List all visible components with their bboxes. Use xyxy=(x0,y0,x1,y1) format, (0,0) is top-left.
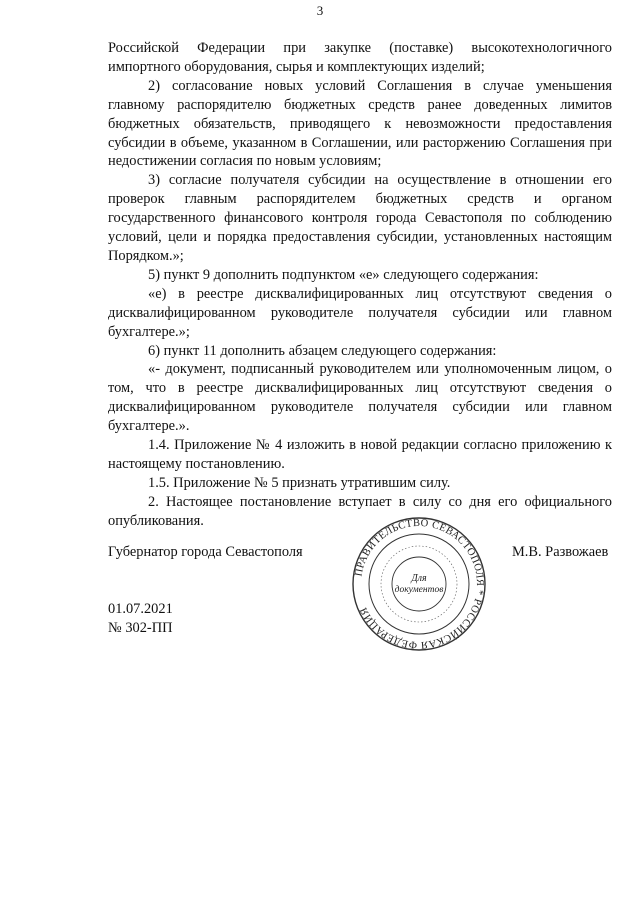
signatory-name: М.В. Развожаев xyxy=(512,544,609,560)
seal-icon xyxy=(352,517,486,651)
paragraph: Российской Федерации при закупке (поставке) высокотехнологичного импортного оборудования, сырья и комплектующих изделий; xyxy=(108,40,612,75)
paragraph: 3) согласие получателя субсидии на осуществление в отношении его проверок главным распорядителем бюджетных средств и органом государственного финансового контроля города Севастополя по соблюдению условий, цели и порядка предоставления субсидии, установленных настоящим Порядком.»; xyxy=(108,172,612,264)
document-number: № 302-ПП xyxy=(108,620,173,636)
seal-center-line1: Для xyxy=(411,573,427,584)
paragraph: «е) в реестре дисквалифицированных лиц отсутствуют сведения о дисквалифицированном руководителе получателя субсидии или главном бухгалтере.»; xyxy=(108,285,612,340)
paragraph: 5) пункт 9 дополнить подпунктом «е» следующего содержания: xyxy=(148,266,539,283)
official-seal xyxy=(352,517,486,651)
paragraph: 2. Настоящее постановление вступает в силу со дня его официального опубликования. xyxy=(108,493,612,529)
signatory-position: Губернатор города Севастополя xyxy=(108,544,303,560)
seal-center-line2: документов xyxy=(394,585,444,595)
document-date: 01.07.2021 xyxy=(108,601,173,617)
page-number: 3 xyxy=(316,3,324,18)
paragraph: 2) согласование новых условий Соглашения в случае уменьшения главному распорядителю бюджетных средств ранее доведенных лимитов бюджетных обязательств, приводящего к невозможности предоставления субсидии в объеме, указанном в Соглашении, или расторжению Соглашения при недостижении согласия по новым условиям; xyxy=(108,77,612,170)
paragraph: 1.5. Приложение № 5 признать утратившим силу. xyxy=(148,474,451,491)
svg-text:ПРАВИТЕЛЬСТВО СЕВАСТОПОЛЯ * РО xyxy=(353,518,485,650)
seal-outer-text: ПРАВИТЕЛЬСТВО СЕВАСТОПОЛЯ * РОССИЙСКАЯ ФЕДЕРАЦИЯ xyxy=(353,517,486,651)
document-body xyxy=(108,39,612,531)
paragraph: «- документ, подписанный руководителем или уполномоченным лицом, о том, что в реестре дисквалифицированных лиц отсутствуют сведения о дисквалифицированном руководителе получателя субсидии или главном бухгалтере.». xyxy=(108,361,612,435)
paragraph: 6) пункт 11 дополнить абзацем следующего содержания: xyxy=(148,342,497,359)
paragraph: 1.4. Приложение № 4 изложить в новой редакции согласно приложению к настоящему постановлению. xyxy=(108,437,612,472)
